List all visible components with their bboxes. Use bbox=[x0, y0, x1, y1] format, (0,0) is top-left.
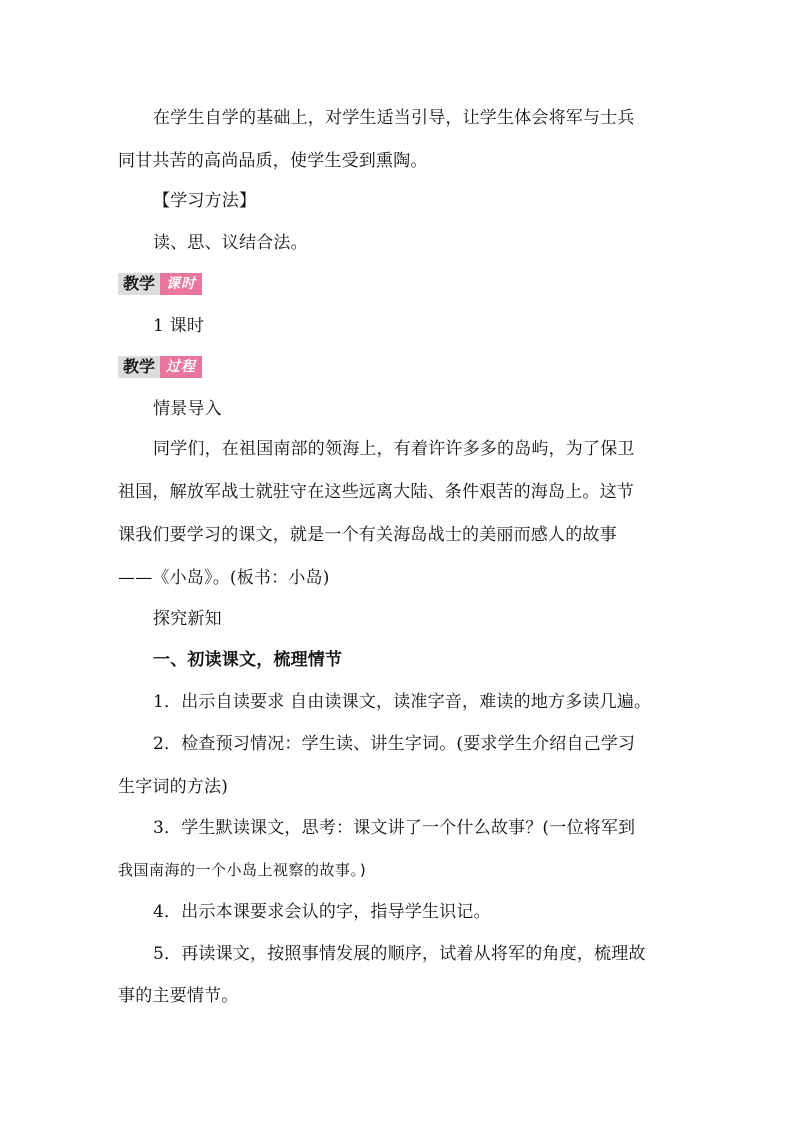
list-item-2-line-1: 2．检查预习情况：学生读、讲生字词。(要求学生介绍自己学习 bbox=[153, 734, 636, 754]
teaching-hours-label bbox=[118, 273, 202, 295]
list-item-3-line-2: 我国南海的一个小岛上视察的故事。) bbox=[118, 861, 369, 879]
intro-line-2: 祖国，解放军战士就驻守在这些远离大陆、条件艰苦的海岛上。这节 bbox=[118, 482, 634, 502]
explore-heading: 探究新知 bbox=[153, 609, 222, 629]
section-1-heading: 一、初读课文，梳理情节 bbox=[153, 650, 343, 670]
list-item-3-line-1: 3．学生默读课文，思考：课文讲了一个什么故事？(一位将军到 bbox=[153, 818, 636, 838]
intro-line-1: 同学们，在祖国南部的领海上，有着许许多多的岛屿，为了保卫 bbox=[153, 439, 635, 459]
teaching-process-label bbox=[118, 356, 202, 378]
list-item-4: 4．出示本课要求会认的字，指导学生识记。 bbox=[153, 902, 491, 922]
intro-heading: 情景导入 bbox=[153, 399, 222, 419]
list-item-2-line-2: 生字词的方法) bbox=[118, 777, 229, 797]
list-item-5-line-2: 事的主要情节。 bbox=[118, 986, 239, 1006]
method-text: 读、思、议结合法。 bbox=[153, 233, 308, 253]
intro-line-3: 课我们要学习的课文，就是一个有关海岛战士的美丽而感人的故事 bbox=[118, 525, 617, 545]
teaching-hours-label-prefix: 教学 bbox=[118, 273, 160, 295]
teaching-process-label-prefix: 教学 bbox=[118, 356, 160, 378]
goal-paragraph-line-1: 在学生自学的基础上，对学生适当引导，让学生体会将军与士兵 bbox=[153, 108, 635, 128]
method-heading: 【学习方法】 bbox=[153, 191, 257, 211]
teaching-hours-label-tag: 课时 bbox=[160, 273, 202, 295]
hours-text: 1 课时 bbox=[153, 316, 205, 336]
intro-line-4: ——《小岛》。(板书：小岛) bbox=[118, 568, 330, 588]
list-item-5-line-1: 5．再读课文，按照事情发展的顺序，试着从将军的角度，梳理故 bbox=[153, 944, 646, 964]
teaching-process-label-tag: 过程 bbox=[160, 356, 202, 378]
goal-paragraph-line-2: 同甘共苦的高尚品质，使学生受到熏陶。 bbox=[118, 151, 428, 171]
list-item-1: 1．出示自读要求 自由读课文，读准字音，难读的地方多读几遍。 bbox=[153, 692, 652, 712]
